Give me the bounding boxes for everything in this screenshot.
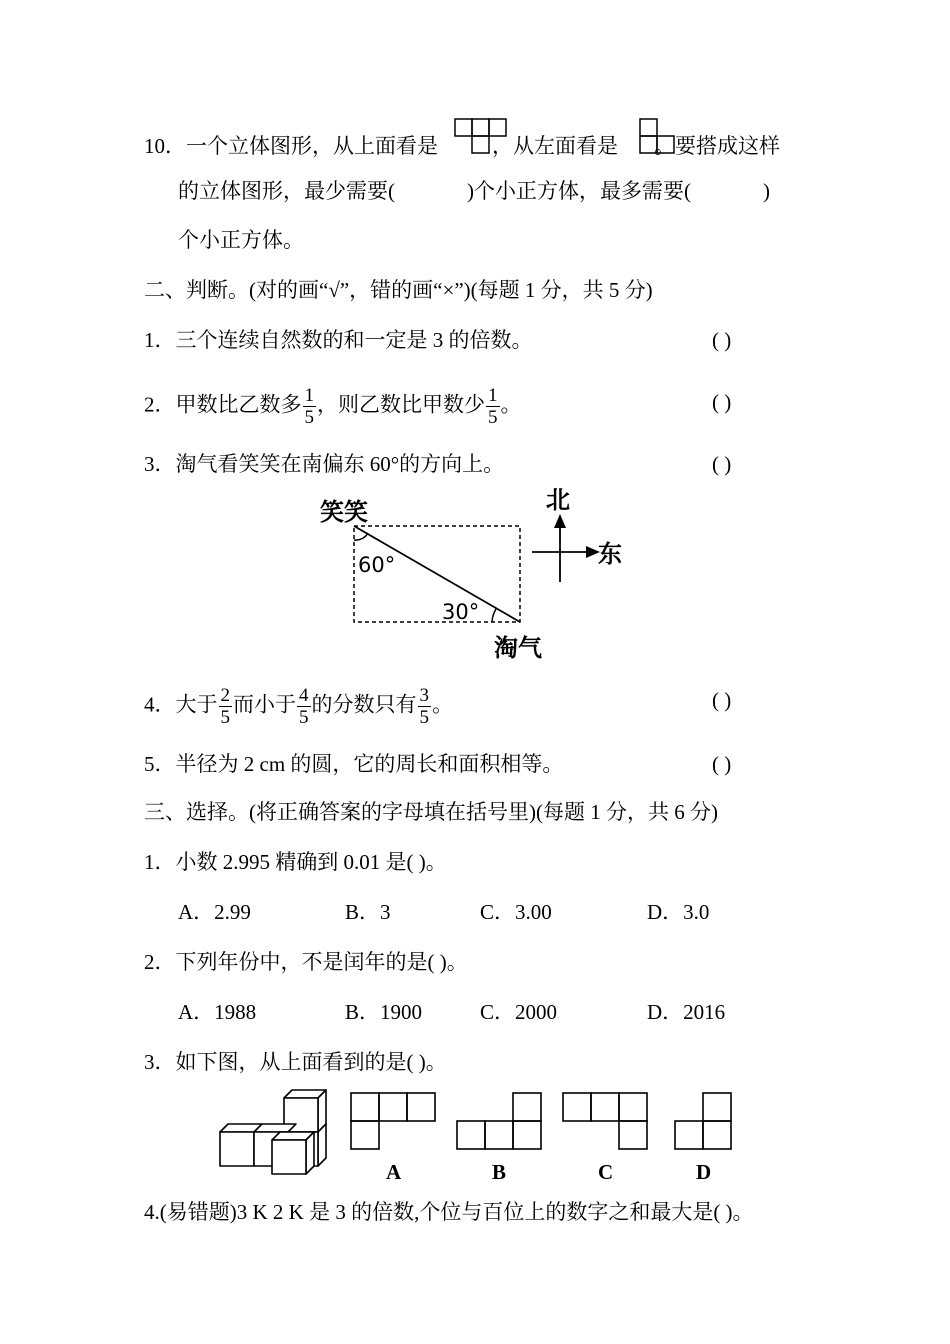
angle-label-60: 60° — [358, 553, 396, 577]
q10-line2 — [178, 177, 770, 205]
item2-mid: ，则乙数比甲数少 — [317, 392, 485, 417]
fraction-1-5-b: $\frac{1}{5}$ — [488, 385, 498, 428]
view-option-d-figure — [674, 1092, 734, 1152]
q1-option-a[interactable]: A．2.99 — [178, 900, 251, 924]
q10-text-c: 。要搭成这样 — [654, 134, 780, 158]
answer-paren-3[interactable]: ( ) — [712, 452, 732, 476]
direction-diagram — [310, 488, 640, 668]
q1-option-c[interactable]: C．3.00 — [480, 900, 552, 924]
view-option-c-figure — [562, 1092, 648, 1152]
item2-post: 。 — [500, 392, 522, 417]
judge-item-5: 5．半径为 2 cm 的圆，它的周长和面积相等。 — [144, 752, 564, 776]
item4-mid: 而小于 — [233, 692, 296, 717]
north-arrow-head — [554, 514, 566, 528]
q10-text-e: )个小正方体，最多需要( — [467, 179, 691, 203]
q10-text-b: ，从左面看是 — [492, 134, 618, 158]
q2-option-d[interactable]: D．2016 — [647, 1000, 726, 1024]
angle-label-30: 30° — [442, 600, 480, 624]
q10-left-view-figure — [639, 118, 677, 156]
choice-q4: 4.(易错题)3 K 2 K 是 3 的倍数,个位与百位上的数字之和最大是( )。 — [144, 1200, 754, 1224]
judge-item-4 — [144, 686, 453, 727]
q3-option-d[interactable]: D — [696, 1160, 712, 1184]
fraction-3-5: $\frac{3}{5}$ — [419, 685, 429, 728]
choice-q2: 2．下列年份中，不是闰年的是( )。 — [144, 950, 468, 974]
answer-paren-4[interactable]: ( ) — [712, 688, 732, 712]
choice-q3: 3．如下图，从上面看到的是( )。 — [144, 1050, 447, 1074]
item2-pre: 2．甲数比乙数多 — [144, 392, 302, 417]
q10-text-a: 10．一个立体图形，从上面看是 — [144, 134, 438, 158]
judge-item-1: 1．三个连续自然数的和一定是 3 的倍数。 — [144, 328, 533, 352]
q1-option-d[interactable]: D．3.0 — [647, 900, 710, 924]
q10-top-view-figure — [454, 118, 508, 156]
fraction-4-5: $\frac{4}{5}$ — [299, 685, 309, 728]
answer-paren-5[interactable]: ( ) — [712, 752, 732, 776]
q2-option-c[interactable]: C．2000 — [480, 1000, 558, 1024]
item4-mid2: 的分数只有 — [311, 692, 417, 717]
q10-line3: 个小正方体。 — [178, 228, 304, 252]
answer-paren-1[interactable]: ( ) — [712, 328, 732, 352]
answer-paren-2[interactable]: ( ) — [712, 390, 732, 414]
choice-q1: 1．小数 2.995 精确到 0.01 是( )。 — [144, 850, 447, 874]
angle-arc-30 — [492, 609, 496, 622]
judge-item-3: 3．淘气看笑笑在南偏东 60°的方向上。 — [144, 452, 505, 476]
item4-post: 。 — [432, 692, 453, 717]
q2-option-b[interactable]: B．1900 — [345, 1000, 423, 1024]
view-option-b-figure — [456, 1092, 542, 1152]
label-east: 东 — [598, 540, 622, 568]
item4-pre: 4．大于 — [144, 692, 218, 717]
fraction-2-5: $\frac{2}{5}$ — [220, 685, 230, 728]
cube-stack-figure — [218, 1090, 332, 1170]
fraction-1-5: $\frac{1}{5}$ — [304, 385, 314, 428]
q3-option-b[interactable]: B — [492, 1160, 507, 1184]
view-option-a-figure — [350, 1092, 436, 1152]
label-taoqi: 淘气 — [494, 634, 542, 662]
judge-item-2 — [144, 386, 522, 427]
q3-option-a[interactable]: A — [386, 1160, 402, 1184]
q10-text-f: ) — [763, 179, 770, 203]
q10-text-d: 的立体图形，最少需要( — [178, 179, 395, 203]
angle-arc-60 — [354, 533, 368, 540]
label-north: 北 — [546, 486, 570, 514]
label-xiaoxiao: 笑笑 — [320, 498, 368, 526]
section3-heading: 三、选择。(将正确答案的字母填在括号里)(每题 1 分，共 6 分) — [144, 800, 718, 824]
q1-option-b[interactable]: B．3 — [345, 900, 391, 924]
q3-option-c[interactable]: C — [598, 1160, 614, 1184]
q2-option-a[interactable]: A．1988 — [178, 1000, 257, 1024]
section2-heading: 二、判断。(对的画“√”，错的画“×”)(每题 1 分，共 5 分) — [144, 278, 653, 302]
